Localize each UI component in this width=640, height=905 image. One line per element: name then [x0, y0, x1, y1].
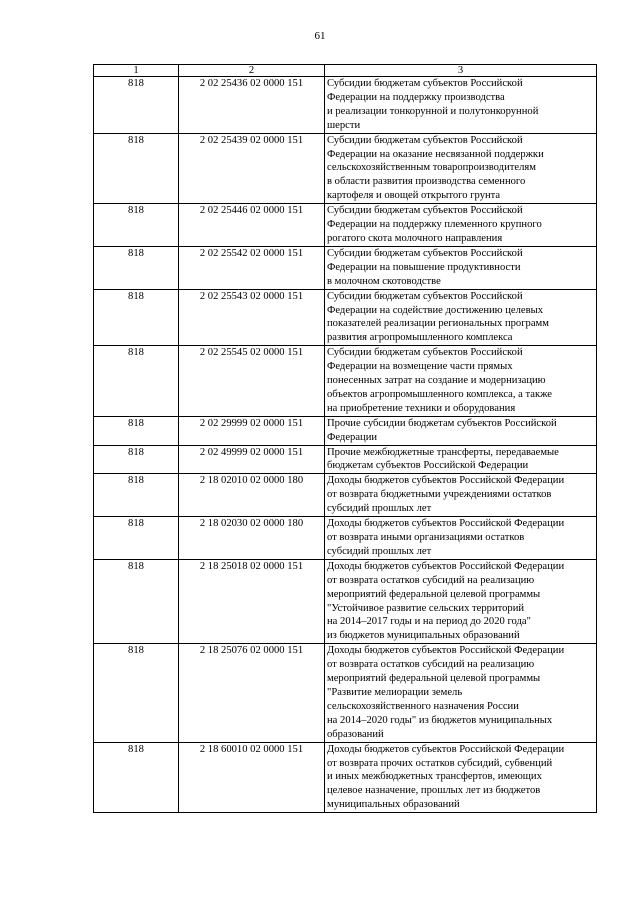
table-row [94, 133, 597, 204]
table-row [94, 204, 597, 247]
description-cell: Доходы бюджетов субъектов Российской Федерации от возврата остатков субсидий на реализацию мероприятий федеральной целевой программы "Развитие мелиорации земель сельскохозяйственного назначения России на 2014–2020 годы" из бюджетов муниципальных образований [325, 644, 597, 742]
description-cell: Субсидии бюджетам субъектов Российской Федерации на возмещение части прямых понесенных затрат на создание и модернизацию объектов агропромышленного комплекса, а также на приобретение техники и оборудования [325, 346, 597, 417]
description-cell: Субсидии бюджетам субъектов Российской Федерации на поддержку племенного крупного рогатого скота молочного направления [325, 204, 597, 247]
budget-code-cell: 2 02 25542 02 0000 151 [179, 246, 325, 289]
description-cell: Субсидии бюджетам субъектов Российской Федерации на повышение продуктивности в молочном скотоводстве [325, 246, 597, 289]
description-cell: Доходы бюджетов субъектов Российской Федерации от возврата прочих остатков субсидий, субвенций и иных межбюджетных трансфертов, имеющих целевое назначение, прошлых лет из бюджетов муниципальных образований [325, 742, 597, 813]
admin-code-cell: 818 [94, 644, 179, 742]
budget-code-cell: 2 02 25436 02 0000 151 [179, 77, 325, 134]
admin-code-cell: 818 [94, 204, 179, 247]
budget-classification-table [93, 64, 597, 813]
column-header-3: 3 [325, 65, 597, 77]
budget-code-cell: 2 02 25545 02 0000 151 [179, 346, 325, 417]
page-number: 61 [314, 30, 326, 42]
table-row [94, 559, 597, 643]
description-cell: Доходы бюджетов субъектов Российской Федерации от возврата остатков субсидий на реализацию мероприятий федеральной целевой программы "Устойчивое развитие сельских территорий на 2014–2017 годы и на период до 2020 года" из бюджетов муниципальных образований [325, 559, 597, 643]
column-header-2: 2 [179, 65, 325, 77]
table-row [94, 445, 597, 474]
admin-code-cell: 818 [94, 246, 179, 289]
table-row [94, 77, 597, 134]
budget-code-cell: 2 18 02010 02 0000 180 [179, 474, 325, 517]
table-row [94, 517, 597, 560]
admin-code-cell: 818 [94, 346, 179, 417]
budget-code-cell: 2 02 49999 02 0000 151 [179, 445, 325, 474]
description-cell: Доходы бюджетов субъектов Российской Федерации от возврата иными организациями остатков субсидий прошлых лет [325, 517, 597, 560]
table-body [94, 77, 597, 813]
table-row [94, 416, 597, 445]
budget-code-cell: 2 18 60010 02 0000 151 [179, 742, 325, 813]
budget-code-cell: 2 18 02030 02 0000 180 [179, 517, 325, 560]
column-header-1: 1 [94, 65, 179, 77]
description-cell: Субсидии бюджетам субъектов Российской Федерации на оказание несвязанной поддержки сельскохозяйственным товаропроизводителям в области развития производства семенного картофеля и овощей открытого грунта [325, 133, 597, 204]
admin-code-cell: 818 [94, 445, 179, 474]
admin-code-cell: 818 [94, 289, 179, 346]
admin-code-cell: 818 [94, 133, 179, 204]
description-cell: Доходы бюджетов субъектов Российской Федерации от возврата бюджетными учреждениями остатков субсидий прошлых лет [325, 474, 597, 517]
table-row [94, 742, 597, 813]
budget-code-cell: 2 02 25543 02 0000 151 [179, 289, 325, 346]
table-row [94, 474, 597, 517]
admin-code-cell: 818 [94, 559, 179, 643]
admin-code-cell: 818 [94, 416, 179, 445]
admin-code-cell: 818 [94, 742, 179, 813]
table-row [94, 246, 597, 289]
table-row [94, 644, 597, 742]
table-header-row [94, 65, 597, 77]
admin-code-cell: 818 [94, 474, 179, 517]
description-cell: Прочие субсидии бюджетам субъектов Российской Федерации [325, 416, 597, 445]
admin-code-cell: 818 [94, 77, 179, 134]
description-cell: Субсидии бюджетам субъектов Российской Федерации на содействие достижению целевых показателей реализации региональных программ развития агропромышленного комплекса [325, 289, 597, 346]
budget-code-cell: 2 18 25018 02 0000 151 [179, 559, 325, 643]
budget-code-cell: 2 02 29999 02 0000 151 [179, 416, 325, 445]
budget-code-cell: 2 18 25076 02 0000 151 [179, 644, 325, 742]
budget-code-cell: 2 02 25439 02 0000 151 [179, 133, 325, 204]
table-row [94, 289, 597, 346]
description-cell: Субсидии бюджетам субъектов Российской Федерации на поддержку производства и реализации тонкорунной и полутонкорунной шерсти [325, 77, 597, 134]
admin-code-cell: 818 [94, 517, 179, 560]
description-cell: Прочие межбюджетные трансферты, передаваемые бюджетам субъектов Российской Федерации [325, 445, 597, 474]
budget-code-cell: 2 02 25446 02 0000 151 [179, 204, 325, 247]
table-row [94, 346, 597, 417]
